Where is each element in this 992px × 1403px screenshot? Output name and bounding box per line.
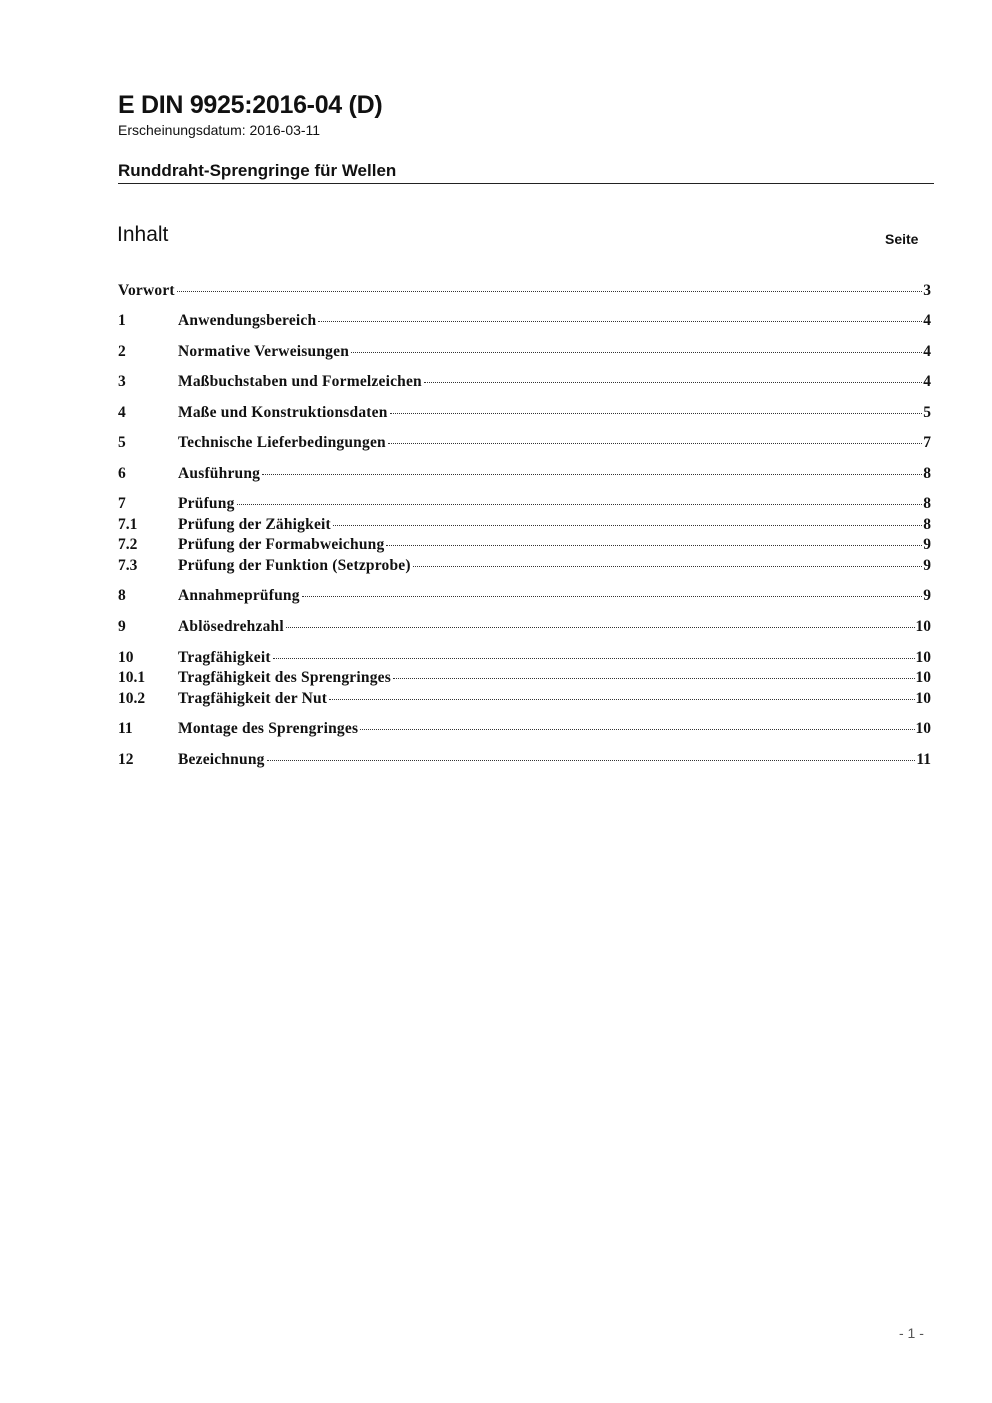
toc-entry-number: 6 xyxy=(118,465,126,482)
toc-leader-dots xyxy=(318,321,922,322)
toc-entry-number: 2 xyxy=(118,343,126,360)
toc-entry[interactable] xyxy=(118,403,931,423)
toc-leader-dots xyxy=(424,382,922,383)
toc-entry-number: 1 xyxy=(118,312,126,329)
toc-entry-title: Maßbuchstaben und Formelzeichen xyxy=(178,373,422,390)
toc-entry[interactable] xyxy=(118,750,931,770)
toc-entry-page: 5 xyxy=(923,404,931,421)
toc-entry-page: 4 xyxy=(923,343,931,360)
toc-leader-dots xyxy=(262,474,922,475)
toc-entry[interactable] xyxy=(118,648,931,668)
toc-entry-number: 8 xyxy=(118,587,126,604)
toc-entry-page: 11 xyxy=(916,751,931,768)
toc-leader-dots xyxy=(390,413,923,414)
toc-entry-page: 4 xyxy=(923,312,931,329)
toc-entry-page: 10 xyxy=(915,720,931,737)
toc-leader-dots xyxy=(386,545,922,546)
toc-entry-title: Technische Lieferbedingungen xyxy=(178,434,386,451)
toc-entry-title: Prüfung xyxy=(178,495,235,512)
publication-date: Erscheinungsdatum: 2016-03-11 xyxy=(118,122,321,138)
title-divider xyxy=(118,183,934,184)
toc-entry[interactable] xyxy=(118,281,931,301)
toc-leader-dots xyxy=(273,658,915,659)
toc-entry-number: 7.3 xyxy=(118,557,138,574)
toc-entry[interactable] xyxy=(118,689,931,709)
toc-entry[interactable] xyxy=(118,586,931,606)
toc-leader-dots xyxy=(237,504,923,505)
toc-entry-number: 7 xyxy=(118,495,126,512)
toc-entry-title: Prüfung der Zähigkeit xyxy=(178,516,331,533)
toc-entry-number: 4 xyxy=(118,404,126,421)
toc-entry[interactable] xyxy=(118,556,931,576)
toc-entry-number: 11 xyxy=(118,720,133,737)
toc-entry[interactable] xyxy=(118,494,931,514)
toc-entry-page: 4 xyxy=(923,373,931,390)
toc-leader-dots xyxy=(267,760,916,761)
toc-entry-page: 8 xyxy=(923,465,931,482)
toc-entry-page: 9 xyxy=(923,587,931,604)
toc-leader-dots xyxy=(413,566,923,567)
toc-entry[interactable] xyxy=(118,617,931,637)
toc-leader-dots xyxy=(286,627,915,628)
toc-entry-page: 8 xyxy=(923,516,931,533)
toc-entry-title: Prüfung der Funktion (Setzprobe) xyxy=(178,557,411,574)
toc-entry-title: Tragfähigkeit der Nut xyxy=(178,690,328,707)
toc-entry-page: 7 xyxy=(923,434,931,451)
toc-entry[interactable] xyxy=(118,311,931,331)
toc-entry-number: 7.2 xyxy=(118,536,138,553)
toc-entry-title: Maße und Konstruktionsdaten xyxy=(178,404,388,421)
toc-entry-number: 10.2 xyxy=(118,690,146,707)
toc-entry-title: Bezeichnung xyxy=(178,751,265,768)
toc-entry-number: 10 xyxy=(118,649,134,666)
toc-entry-title: Vorwort xyxy=(118,282,175,299)
page-number: - 1 - xyxy=(899,1325,924,1341)
toc-entry[interactable] xyxy=(118,515,931,535)
toc-leader-dots xyxy=(360,729,914,730)
toc-leader-dots xyxy=(333,525,922,526)
toc-heading: Inhalt xyxy=(117,223,169,246)
toc-entry-page: 9 xyxy=(923,536,931,553)
toc-entry-page: 10 xyxy=(915,649,931,666)
toc-entry[interactable] xyxy=(118,719,931,739)
toc-entry-page: 10 xyxy=(915,618,931,635)
toc-entry-number: 12 xyxy=(118,751,134,768)
toc-leader-dots xyxy=(329,699,914,700)
toc-entry-number: 3 xyxy=(118,373,126,390)
toc-entry-title: Prüfung der Formabweichung xyxy=(178,536,385,553)
toc-entry[interactable] xyxy=(118,464,931,484)
toc-entry-title: Montage des Sprengringes xyxy=(178,720,359,737)
toc-leader-dots xyxy=(302,596,923,597)
toc-entry-number: 5 xyxy=(118,434,126,451)
toc-entry-number: 7.1 xyxy=(118,516,138,533)
toc-leader-dots xyxy=(177,291,922,292)
toc-entry-title: Annahmeprüfung xyxy=(178,587,300,604)
toc-entry-title: Ausführung xyxy=(178,465,261,482)
toc-entry[interactable] xyxy=(118,433,931,453)
toc-entry-title: Tragfähigkeit xyxy=(178,649,271,666)
document-id: E DIN 9925:2016-04 (D) xyxy=(118,91,383,119)
toc-entry-page: 8 xyxy=(923,495,931,512)
toc-leader-dots xyxy=(393,678,915,679)
toc-entry-title: Ablösedrehzahl xyxy=(178,618,284,635)
toc-leader-dots xyxy=(351,352,922,353)
toc-entry-page: 10 xyxy=(915,690,931,707)
toc-leader-dots xyxy=(388,443,922,444)
toc-entry[interactable] xyxy=(118,342,931,362)
toc-entry[interactable] xyxy=(118,372,931,392)
toc-entry-number: 9 xyxy=(118,618,126,635)
toc-entry-page: 3 xyxy=(923,282,931,299)
toc-entry-title: Anwendungsbereich xyxy=(178,312,317,329)
toc-entry-page: 10 xyxy=(915,669,931,686)
toc-entry[interactable] xyxy=(118,535,931,555)
toc-entry-title: Normative Verweisungen xyxy=(178,343,350,360)
toc-entry-title: Tragfähigkeit des Sprengringes xyxy=(178,669,391,686)
toc-page-column-label: Seite xyxy=(885,231,919,247)
document-title: Runddraht-Sprengringe für Wellen xyxy=(118,161,397,180)
toc-entry-page: 9 xyxy=(923,557,931,574)
toc-entry-number: 10.1 xyxy=(118,669,146,686)
toc-entry[interactable] xyxy=(118,668,931,688)
